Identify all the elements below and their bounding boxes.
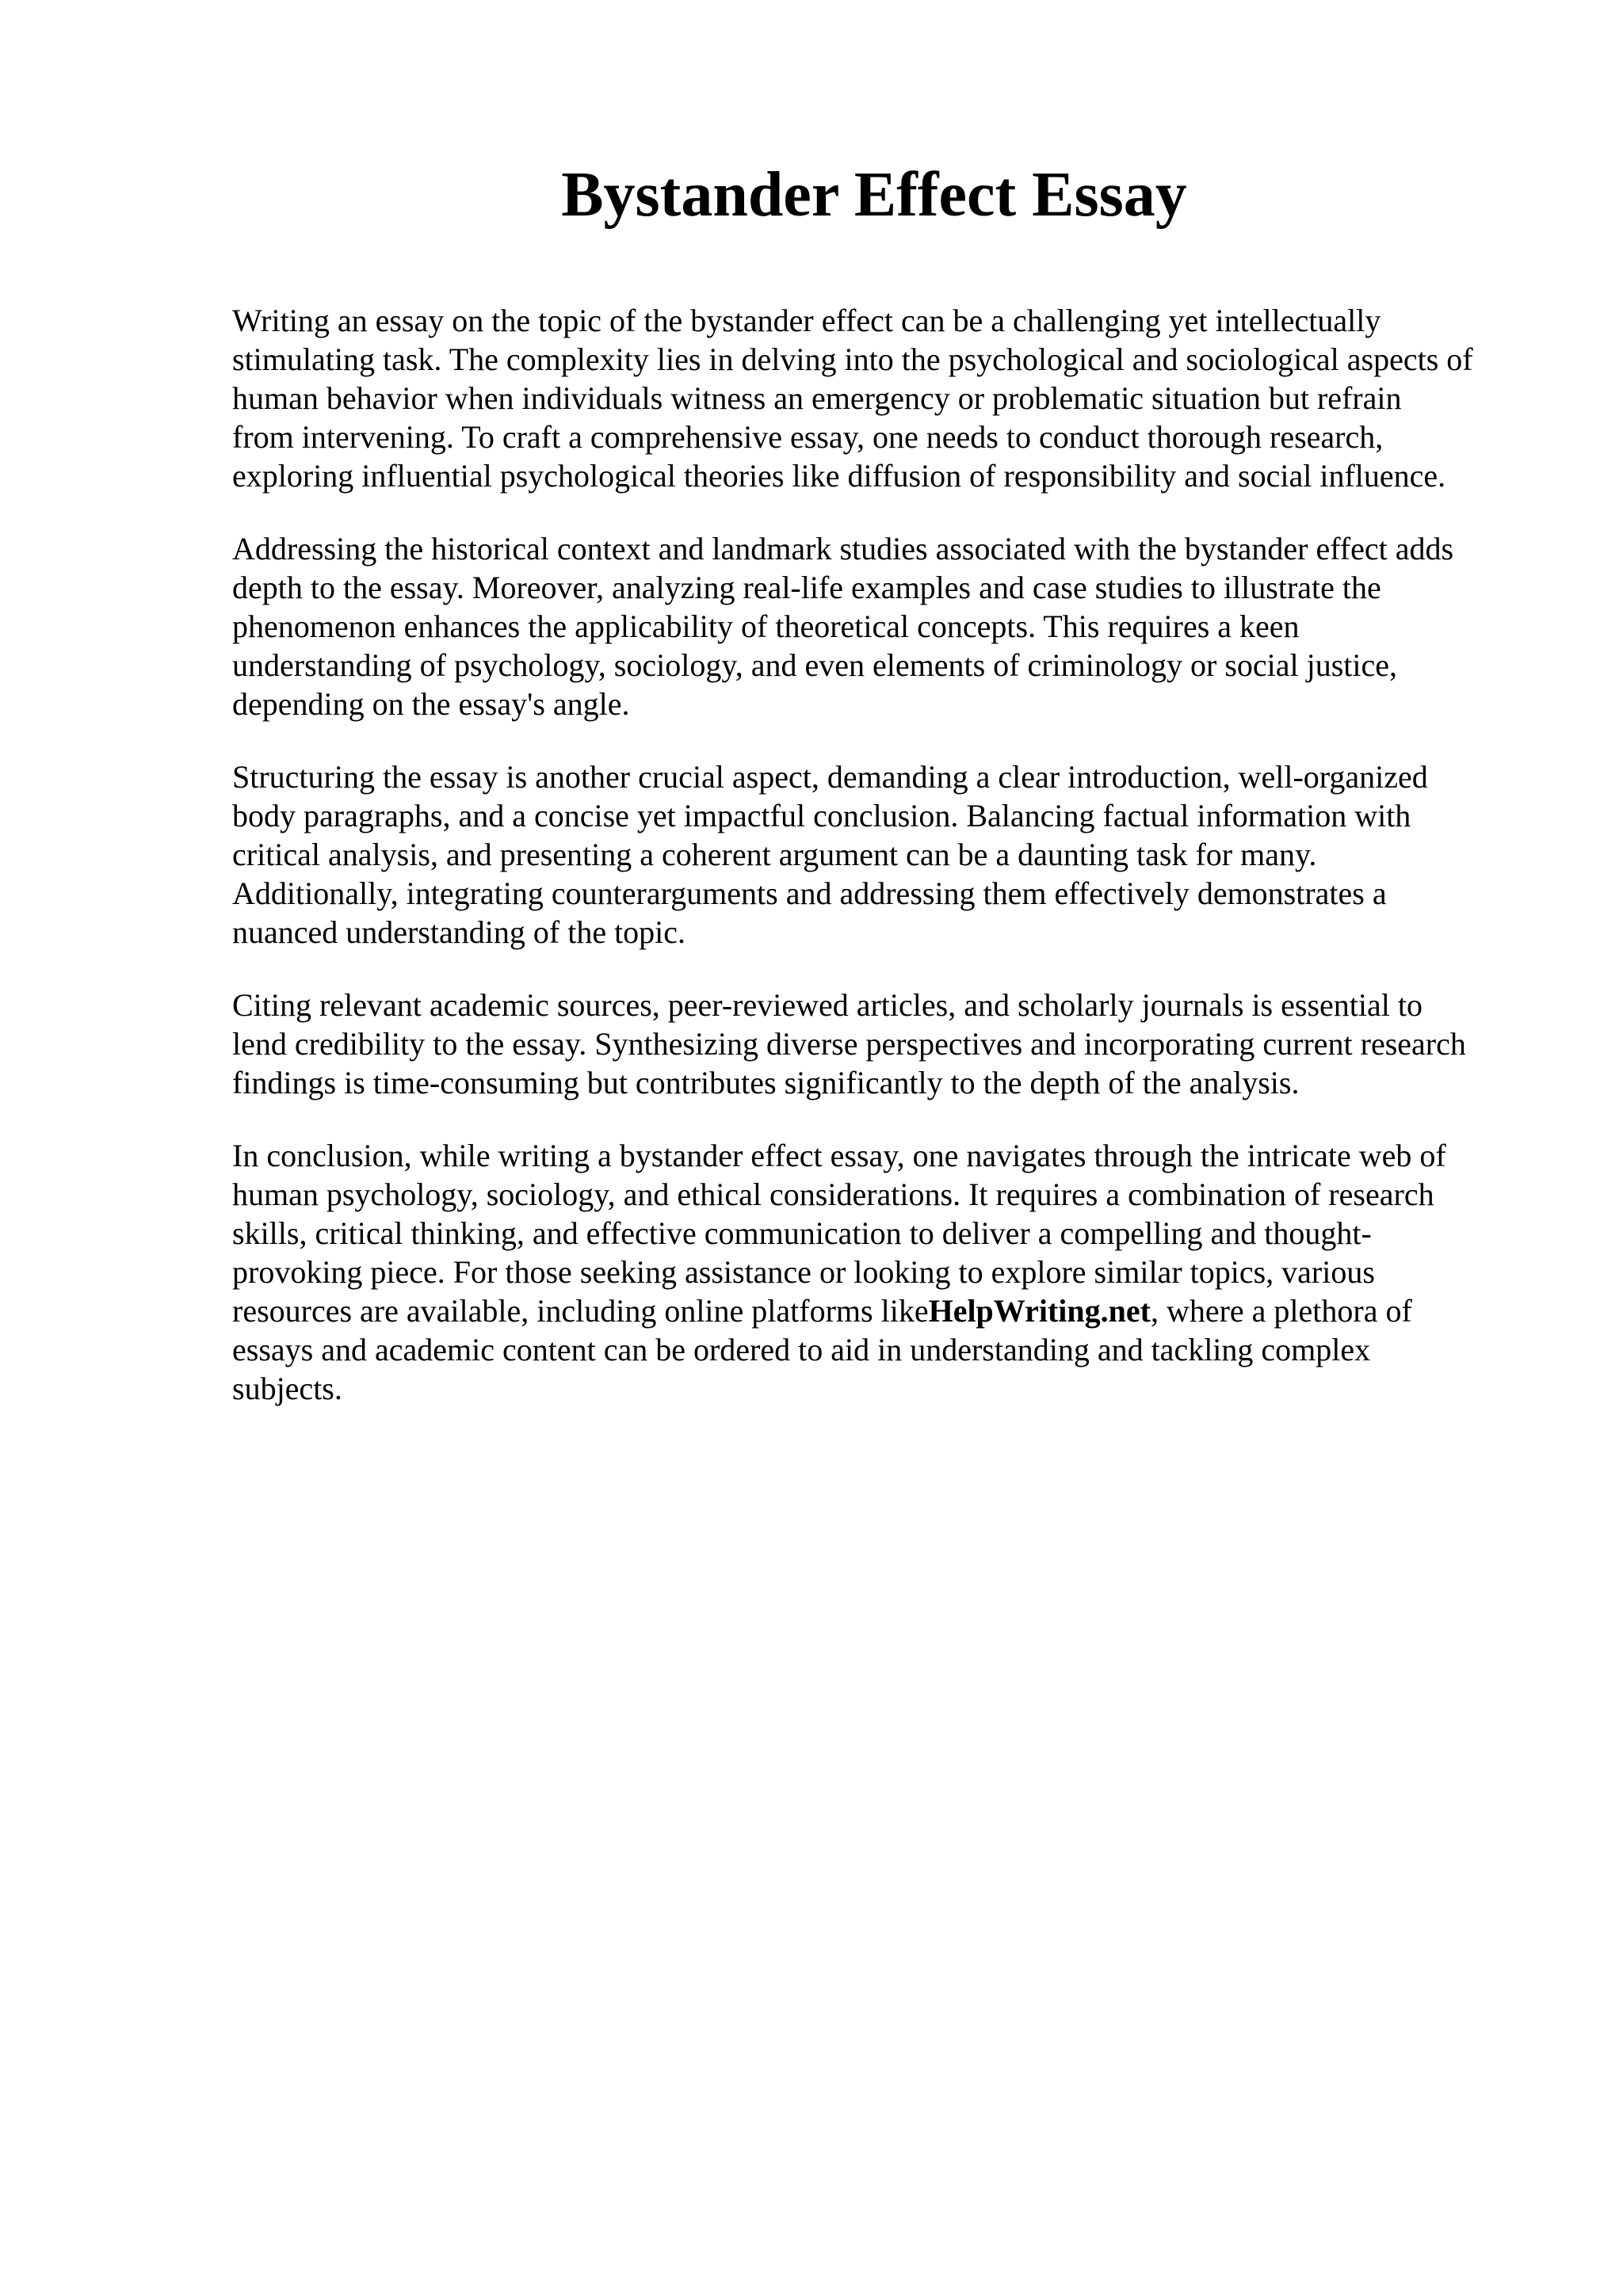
text-line: lend credibility to the essay. Synthesizing diverse perspectives and incorporating current research	[232, 1026, 1466, 1062]
text-line: Citing relevant academic sources, peer-reviewed articles, and scholarly journals is essential to	[232, 987, 1423, 1023]
paragraph-5	[232, 1136, 1532, 1408]
paragraph-1	[232, 301, 1532, 495]
text-line: human behavior when individuals witness an emergency or problematic situation but refrain	[232, 380, 1402, 416]
text-line: In conclusion, while writing a bystander effect essay, one navigates through the intricate web of	[232, 1138, 1446, 1173]
paragraph-4	[232, 986, 1532, 1102]
text-line: human psychology, sociology, and ethical considerations. It requires a combination of research	[232, 1177, 1434, 1212]
text-line: Additionally, integrating counterarguments and addressing them effectively demonstrates a	[232, 875, 1387, 911]
text-line: nuanced understanding of the topic.	[232, 914, 686, 950]
text-line: body paragraphs, and a concise yet impactful conclusion. Balancing factual information with	[232, 798, 1411, 833]
paragraph-2	[232, 529, 1532, 723]
text-line: depending on the essay's angle.	[232, 686, 630, 722]
text-line: depth to the essay. Moreover, analyzing real-life examples and case studies to illustrate the	[232, 570, 1381, 605]
link-prefix-text: resources are available, including online platforms like	[232, 1293, 929, 1329]
helpwriting-link[interactable]: HelpWriting.net	[928, 1293, 1151, 1329]
text-line: skills, critical thinking, and effective communication to deliver a compelling and thought-	[232, 1215, 1372, 1251]
text-line: Writing an essay on the topic of the bystander effect can be a challenging yet intellectually	[232, 303, 1381, 338]
page-title: Bystander Effect Essay	[561, 160, 1187, 230]
text-line: from intervening. To craft a comprehensive essay, one needs to conduct thorough research,	[232, 419, 1384, 455]
text-line: essays and academic content can be ordered to aid in understanding and tackling complex	[232, 1332, 1371, 1367]
text-line: understanding of psychology, sociology, and even elements of criminology or social justice,	[232, 647, 1398, 683]
text-line: exploring influential psychological theories like diffusion of responsibility and social influence.	[232, 458, 1446, 494]
text-line: phenomenon enhances the applicability of theoretical concepts. This requires a keen	[232, 608, 1300, 644]
text-line: stimulating task. The complexity lies in delving into the psychological and sociological aspects of	[232, 341, 1473, 377]
text-line: Structuring the essay is another crucial aspect, demanding a clear introduction, well-organized	[232, 759, 1428, 795]
text-line: subjects.	[232, 1371, 342, 1406]
text-line: findings is time-consuming but contributes significantly to the depth of the analysis.	[232, 1065, 1300, 1100]
paragraph-3	[232, 757, 1532, 952]
text-line-with-link	[232, 1291, 1532, 1330]
text-line: critical analysis, and presenting a coherent argument can be a daunting task for many.	[232, 837, 1317, 872]
text-line: provoking piece. For those seeking assistance or looking to explore similar topics, various	[232, 1254, 1375, 1290]
link-suffix-text: , where a plethora of	[1150, 1293, 1412, 1329]
text-line: Addressing the historical context and landmark studies associated with the bystander effect adds	[232, 531, 1454, 566]
essay-body	[232, 301, 1532, 1442]
